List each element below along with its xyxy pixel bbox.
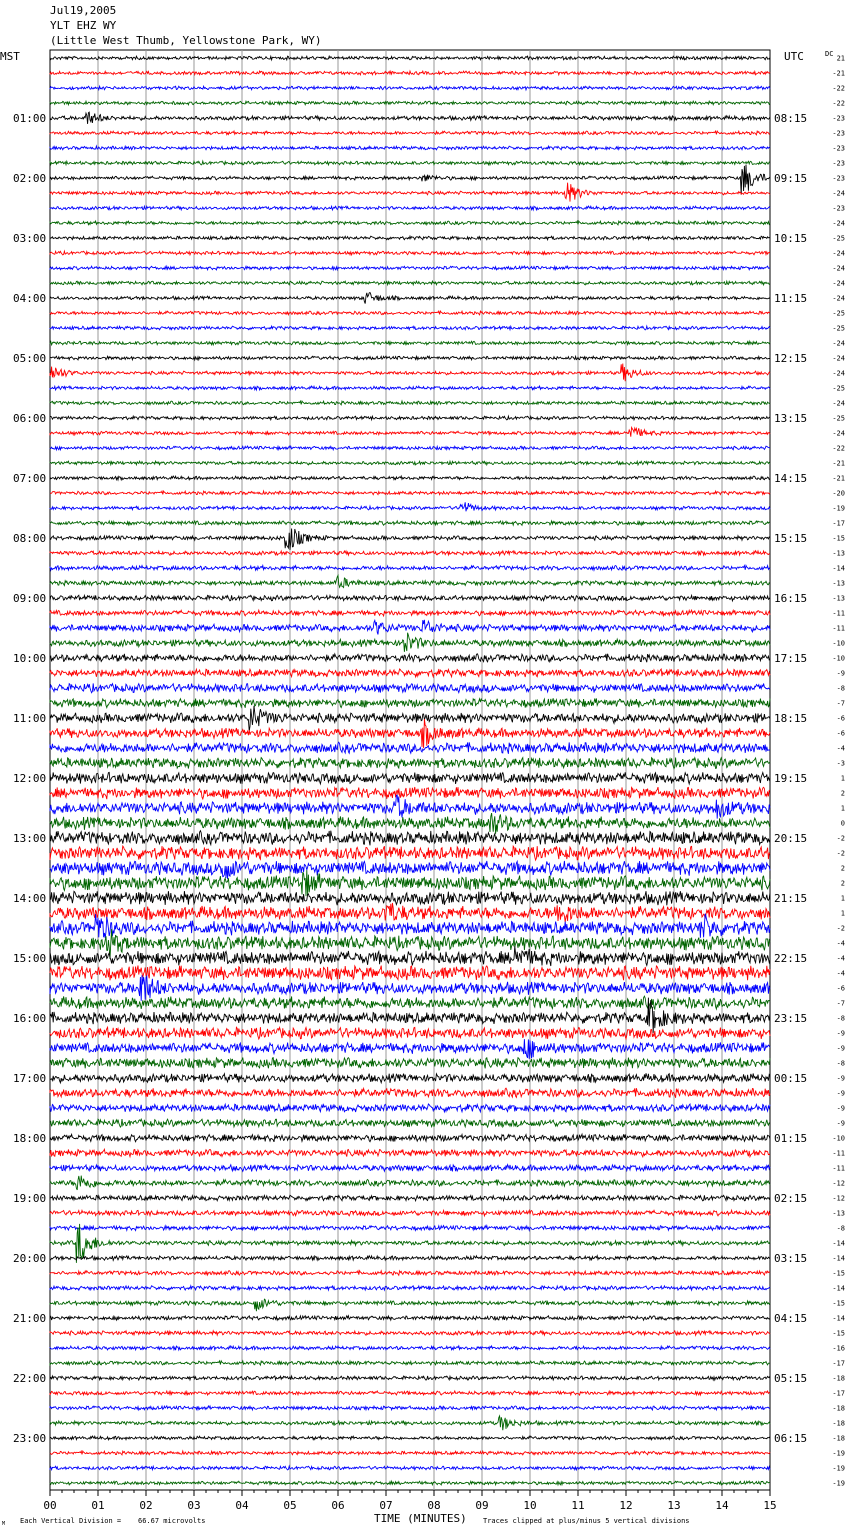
- utc-hour-label: 00:15: [774, 1072, 808, 1085]
- trace-row: [50, 831, 770, 846]
- trace-row: [50, 1039, 770, 1059]
- dc-offset-label: -24: [832, 279, 845, 288]
- utc-hour-label: 03:15: [774, 1252, 808, 1265]
- trace-row: [50, 521, 770, 525]
- dc-offset-label: -14: [832, 564, 845, 573]
- dc-label: DC: [825, 50, 834, 58]
- utc-hour-label: 14:15: [774, 472, 808, 485]
- trace-row: [50, 386, 770, 390]
- utc-hour-label: 08:15: [774, 112, 808, 125]
- utc-label: UTC: [784, 50, 804, 63]
- trace-row: [50, 633, 770, 652]
- trace-row: [50, 461, 770, 465]
- dc-offset-label: -8: [836, 1014, 845, 1023]
- dc-offset-label: 2: [840, 879, 845, 888]
- dc-offset-label: 2: [840, 864, 845, 873]
- dc-offset-label: -14: [832, 1284, 845, 1293]
- dc-offset-label: -10: [832, 654, 845, 663]
- trace-row: [50, 491, 770, 495]
- trace-row: [50, 861, 770, 879]
- header-location: (Little West Thumb, Yellowstone Park, WY): [50, 34, 322, 47]
- mst-hour-label: 11:00: [13, 712, 47, 725]
- trace-row: [50, 364, 770, 382]
- mst-hour-label: 23:00: [13, 1432, 47, 1445]
- trace-row: [50, 706, 770, 731]
- dc-offset-label: -4: [836, 954, 845, 963]
- scale-note: Each Vertical Division = 66.67 microvolts: [20, 1517, 206, 1525]
- utc-hour-label: 18:15: [774, 712, 808, 725]
- dc-offset-label: -25: [832, 324, 845, 333]
- axes-labels: [13, 55, 845, 1513]
- dc-offset-label: -2: [836, 849, 845, 858]
- dc-offset-label: -24: [832, 189, 845, 198]
- dc-offset-label: -10: [832, 1134, 845, 1143]
- dc-offset-label: -23: [832, 144, 845, 153]
- trace-row: [50, 575, 770, 587]
- dc-offset-label: -18: [832, 1419, 845, 1428]
- dc-offset-label: -23: [832, 204, 845, 213]
- trace-row: [50, 341, 770, 345]
- dc-offset-label: -21: [832, 459, 845, 468]
- dc-offset-label: -9: [836, 1074, 845, 1083]
- mst-hour-label: 09:00: [13, 592, 47, 605]
- mst-hour-label: 03:00: [13, 232, 47, 245]
- dc-offset-label: -4: [836, 969, 845, 978]
- dc-offset-label: -9: [836, 1029, 845, 1038]
- trace-row: [50, 1176, 770, 1190]
- trace-row: [50, 1331, 770, 1336]
- trace-row: [50, 251, 770, 255]
- trace-row: [50, 1271, 770, 1276]
- trace-row: [50, 1481, 770, 1485]
- utc-hour-label: 19:15: [774, 772, 808, 785]
- dc-offset-label: -9: [836, 1119, 845, 1128]
- trace-row: [50, 311, 770, 315]
- trace-row: [50, 206, 770, 210]
- dc-offset-label: -23: [832, 159, 845, 168]
- trace-row: [50, 146, 770, 150]
- mst-hour-label: 17:00: [13, 1072, 47, 1085]
- trace-row: [50, 966, 770, 981]
- trace-row: [50, 326, 770, 330]
- trace-row: [50, 293, 770, 304]
- trace-row: [50, 1134, 770, 1142]
- dc-offset-label: 1: [840, 894, 845, 903]
- dc-offset-label: -7: [836, 999, 845, 1008]
- utc-hour-label: 13:15: [774, 412, 808, 425]
- mst-hour-label: 01:00: [13, 112, 47, 125]
- dc-offset-label: -19: [832, 1449, 845, 1458]
- trace-row: [50, 1165, 770, 1172]
- x-tick-label: 15: [763, 1499, 777, 1512]
- trace-row: [50, 795, 770, 818]
- x-tick-label: 01: [91, 1499, 105, 1512]
- mst-hour-label: 16:00: [13, 1012, 47, 1025]
- mst-hour-label: 02:00: [13, 172, 47, 185]
- dc-offset-label: -13: [832, 549, 845, 558]
- dc-offset-label: -13: [832, 594, 845, 603]
- utc-hour-label: 22:15: [774, 952, 808, 965]
- dc-offset-label: -24: [832, 339, 845, 348]
- trace-row: [50, 742, 770, 754]
- trace-row: [50, 1406, 770, 1410]
- trace-row: [50, 772, 770, 784]
- x-tick-label: 03: [187, 1499, 201, 1512]
- dc-offset-label: -14: [832, 1254, 845, 1263]
- trace-row: [50, 356, 770, 360]
- dc-offset-label: -21: [832, 474, 845, 483]
- utc-hour-label: 01:15: [774, 1132, 808, 1145]
- x-tick-label: 06: [331, 1499, 345, 1512]
- x-tick-label: 11: [571, 1499, 585, 1512]
- dc-offset-label: -6: [836, 729, 845, 738]
- trace-row: [50, 669, 770, 677]
- dc-offset-label: -24: [832, 399, 845, 408]
- dc-offset-label: -8: [836, 1224, 845, 1233]
- trace-row: [50, 758, 770, 769]
- trace-row: [50, 698, 770, 708]
- trace-row: [50, 1286, 770, 1291]
- header-date: Jul19,2005: [50, 4, 117, 17]
- trace-row: [50, 1256, 770, 1261]
- trace-row: [50, 1073, 770, 1083]
- x-tick-label: 02: [139, 1499, 153, 1512]
- trace-row: [50, 1451, 770, 1455]
- trace-row: [50, 529, 770, 551]
- trace-row: [50, 416, 770, 420]
- trace-row: [50, 595, 770, 601]
- trace-row: [50, 101, 770, 105]
- trace-row: [50, 998, 770, 1033]
- utc-hour-label: 02:15: [774, 1192, 808, 1205]
- dc-offset-label: -4: [836, 939, 845, 948]
- trace-row: [50, 112, 770, 124]
- trace-row: [50, 870, 770, 896]
- dc-offset-label: -7: [836, 699, 845, 708]
- mst-hour-label: 18:00: [13, 1132, 47, 1145]
- trace-row: [50, 266, 770, 270]
- dc-offset-label: 1: [840, 774, 845, 783]
- mst-hour-label: 15:00: [13, 952, 47, 965]
- trace-row: [50, 891, 770, 905]
- trace-row: [50, 903, 770, 922]
- dc-offset-label: 0: [840, 819, 845, 828]
- dc-offset-label: -11: [832, 609, 845, 618]
- trace-row: [50, 1149, 770, 1157]
- dc-offset-label: 1: [840, 804, 845, 813]
- trace-row: [50, 71, 770, 75]
- dc-offset-label: -15: [832, 1269, 845, 1278]
- dc-offset-label: -20: [832, 489, 845, 498]
- dc-offset-label: -13: [832, 1209, 845, 1218]
- trace-row: [50, 86, 770, 90]
- dc-offset-label: -22: [832, 84, 845, 93]
- corner-mark: M: [2, 1521, 6, 1527]
- utc-hour-label: 05:15: [774, 1372, 808, 1385]
- dc-offset-label: -11: [832, 624, 845, 633]
- dc-offset-label: -9: [836, 1104, 845, 1113]
- dc-offset-label: 1: [840, 909, 845, 918]
- trace-row: [50, 1391, 770, 1395]
- trace-row: [50, 1316, 770, 1320]
- dc-offset-label: -13: [832, 579, 845, 588]
- dc-offset-label: -23: [832, 129, 845, 138]
- dc-offset-label: -24: [832, 429, 845, 438]
- x-tick-label: 08: [427, 1499, 441, 1512]
- x-tick-label: 07: [379, 1499, 393, 1512]
- dc-offset-label: -8: [836, 1059, 845, 1068]
- trace-row: [50, 551, 770, 556]
- trace-row: [50, 1058, 770, 1069]
- mst-hour-label: 22:00: [13, 1372, 47, 1385]
- dc-offset-label: -24: [832, 369, 845, 378]
- dc-offset-label: -15: [832, 1299, 845, 1308]
- dc-offset-label: -16: [832, 1344, 845, 1353]
- utc-hour-label: 11:15: [774, 292, 808, 305]
- trace-row: [50, 610, 770, 616]
- dc-offset-label: -11: [832, 1164, 845, 1173]
- trace-row: [50, 446, 770, 450]
- trace-row: [50, 161, 770, 165]
- trace-row: [50, 719, 770, 748]
- utc-hour-label: 12:15: [774, 352, 808, 365]
- header-station: YLT EHZ WY: [50, 19, 117, 32]
- trace-row: [50, 401, 770, 405]
- x-tick-label: 05: [283, 1499, 297, 1512]
- dc-offset-label: -23: [832, 114, 845, 123]
- trace-row: [50, 1361, 770, 1365]
- dc-offset-label: -3: [836, 759, 845, 768]
- trace-row: [50, 1416, 770, 1430]
- trace-row: [50, 975, 770, 1001]
- dc-offset-label: 21: [836, 54, 845, 63]
- x-tick-label: 14: [715, 1499, 729, 1512]
- dc-offset-label: -17: [832, 1389, 845, 1398]
- trace-row: [50, 1436, 770, 1440]
- dc-offset-label: -25: [832, 234, 845, 243]
- dc-offset-label: 2: [840, 789, 845, 798]
- dc-offset-label: -12: [832, 1194, 845, 1203]
- trace-row: [50, 1466, 770, 1470]
- trace-row: [50, 683, 770, 692]
- dc-offset-label: -12: [832, 1179, 845, 1188]
- mst-label: MST: [0, 50, 20, 63]
- mst-hour-label: 14:00: [13, 892, 47, 905]
- x-tick-label: 04: [235, 1499, 249, 1512]
- trace-row: [50, 1027, 770, 1039]
- dc-offset-label: -6: [836, 984, 845, 993]
- seismic-traces: [50, 56, 770, 1485]
- dc-offset-label: -25: [832, 384, 845, 393]
- mst-hour-label: 07:00: [13, 472, 47, 485]
- dc-offset-label: -17: [832, 1359, 845, 1368]
- dc-offset-label: -19: [832, 1464, 845, 1473]
- clip-note: Traces clipped at plus/minus 5 vertical divisions: [483, 1517, 690, 1525]
- trace-row: [50, 502, 770, 511]
- mst-hour-label: 20:00: [13, 1252, 47, 1265]
- dc-offset-label: -19: [832, 1479, 845, 1488]
- mst-hour-label: 06:00: [13, 412, 47, 425]
- trace-row: [50, 1119, 770, 1127]
- dc-offset-label: -25: [832, 414, 845, 423]
- x-tick-label: 13: [667, 1499, 681, 1512]
- utc-hour-label: 10:15: [774, 232, 808, 245]
- trace-row: [50, 476, 770, 480]
- trace-row: [50, 183, 770, 202]
- trace-row: [50, 427, 770, 436]
- utc-hour-label: 15:15: [774, 532, 808, 545]
- dc-offset-label: -11: [832, 1149, 845, 1158]
- dc-offset-label: -9: [836, 669, 845, 678]
- dc-offset-label: -4: [836, 744, 845, 753]
- dc-offset-label: -9: [836, 1044, 845, 1053]
- mst-hour-label: 05:00: [13, 352, 47, 365]
- trace-row: [50, 165, 770, 195]
- trace-row: [50, 1376, 770, 1380]
- dc-offset-label: -24: [832, 354, 845, 363]
- utc-hour-label: 04:15: [774, 1312, 808, 1325]
- x-tick-label: 09: [475, 1499, 489, 1512]
- dc-offset-label: -22: [832, 444, 845, 453]
- trace-row: [50, 946, 770, 966]
- utc-hour-label: 23:15: [774, 1012, 808, 1025]
- dc-offset-label: -14: [832, 1314, 845, 1323]
- dc-offset-label: -24: [832, 249, 845, 258]
- dc-offset-label: -21: [832, 69, 845, 78]
- trace-row: [50, 1104, 770, 1112]
- dc-offset-label: -8: [836, 684, 845, 693]
- dc-offset-label: -19: [832, 504, 845, 513]
- trace-row: [50, 654, 770, 663]
- trace-row: [50, 996, 770, 1009]
- dc-offset-label: -6: [836, 714, 845, 723]
- dc-offset-label: -18: [832, 1374, 845, 1383]
- trace-row: [50, 221, 770, 225]
- x-tick-label: 12: [619, 1499, 633, 1512]
- dc-offset-label: -9: [836, 1089, 845, 1098]
- dc-offset-label: -17: [832, 519, 845, 528]
- mst-hour-label: 13:00: [13, 832, 47, 845]
- trace-row: [50, 787, 770, 799]
- mst-hour-label: 19:00: [13, 1192, 47, 1205]
- x-tick-label: 00: [43, 1499, 57, 1512]
- dc-offset-label: -24: [832, 294, 845, 303]
- trace-row: [50, 1299, 770, 1311]
- mst-hour-label: 21:00: [13, 1312, 47, 1325]
- trace-row: [50, 56, 770, 60]
- dc-offset-label: -25: [832, 309, 845, 318]
- trace-row: [50, 1088, 770, 1098]
- dc-offset-label: -15: [832, 1329, 845, 1338]
- dc-offset-label: -15: [832, 534, 845, 543]
- trace-row: [50, 1346, 770, 1350]
- trace-row: [50, 281, 770, 285]
- utc-hour-label: 20:15: [774, 832, 808, 845]
- utc-hour-label: 06:15: [774, 1432, 808, 1445]
- utc-hour-label: 17:15: [774, 652, 808, 665]
- trace-row: [50, 1195, 770, 1201]
- utc-hour-label: 16:15: [774, 592, 808, 605]
- utc-hour-label: 21:15: [774, 892, 808, 905]
- trace-row: [50, 813, 770, 834]
- trace-row: [50, 914, 770, 939]
- trace-row: [50, 566, 770, 571]
- trace-row: [50, 1226, 770, 1231]
- dc-offset-label: -10: [832, 639, 845, 648]
- dc-offset-label: -24: [832, 264, 845, 273]
- x-axis-title: TIME (MINUTES): [374, 1512, 467, 1525]
- utc-hour-label: 09:15: [774, 172, 808, 185]
- dc-offset-label: -18: [832, 1434, 845, 1443]
- dc-offset-label: -2: [836, 924, 845, 933]
- trace-row: [50, 1210, 770, 1216]
- dc-offset-label: -14: [832, 1239, 845, 1248]
- trace-row: [50, 236, 770, 240]
- trace-row: [50, 131, 770, 135]
- mst-hour-label: 12:00: [13, 772, 47, 785]
- dc-offset-label: -2: [836, 834, 845, 843]
- dc-offset-label: -22: [832, 99, 845, 108]
- dc-offset-label: -23: [832, 174, 845, 183]
- trace-row: [50, 846, 770, 860]
- mst-hour-label: 04:00: [13, 292, 47, 305]
- x-tick-label: 10: [523, 1499, 537, 1512]
- dc-offset-label: -18: [832, 1404, 845, 1413]
- trace-row: [50, 620, 770, 635]
- mst-hour-label: 10:00: [13, 652, 47, 665]
- mst-hour-label: 08:00: [13, 532, 47, 545]
- dc-offset-label: -24: [832, 219, 845, 228]
